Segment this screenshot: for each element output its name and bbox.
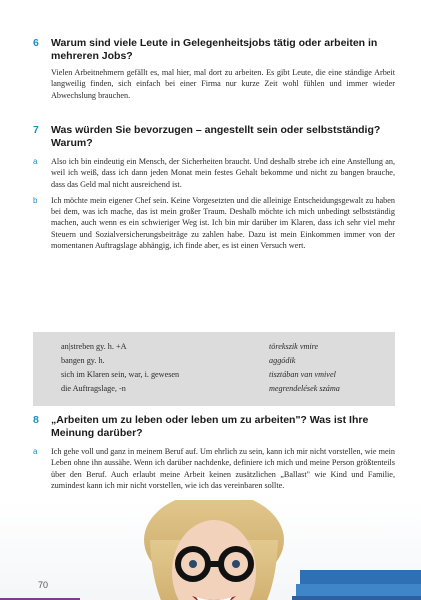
office-photo	[0, 500, 421, 600]
vocab-german: sich im Klaren sein, war, i. gewesen	[61, 370, 180, 379]
vocab-hungarian: aggódik	[269, 356, 296, 365]
vocab-german: die Auftragslage, -n	[61, 384, 126, 393]
question-6	[33, 37, 395, 101]
question-7-header	[33, 124, 395, 150]
vocab-german: an|streben gy. h. +A	[61, 342, 127, 351]
answer-text: Vielen Arbeitnehmern gefällt es, mal hier, mal dort zu arbeiten. Es gibt Leute, die eine ständige Arbeit langweilig finden, sich einfach bei einer Firma nur kurze Zeit wohl fühlen und immer wieder Abwechslung brauchen.	[51, 68, 395, 100]
answer-letter: a	[33, 157, 38, 166]
question-8-content	[33, 414, 395, 491]
answer-a	[33, 446, 395, 491]
answer-b	[33, 195, 395, 251]
answer-text: Also ich bin eindeutig ein Mensch, der Sicherheiten braucht. Und deshalb strebe ich eine Anstellung an, weil ich weiß, dass ich dann jeden Monat mein festes Gehalt bekomme und nicht zu bangen brauche, dass das Geld mal nicht ausreichend ist.	[51, 157, 395, 189]
question-number: 7	[33, 124, 39, 136]
question-number: 8	[33, 414, 39, 426]
question-7	[33, 124, 395, 251]
vocab-german: bangen gy. h.	[61, 356, 105, 365]
answer-a	[33, 156, 395, 190]
question-8-header	[33, 414, 395, 440]
answer-text: Ich möchte mein eigener Chef sein. Keine Vorgesetzten und die alleinige Entscheidungsgewalt zu haben bei dem, was ich mache, das ist mein großer Traum. Deshalb möchte ich mich unbedingt selbstständig machen, auch wenn es ein schwieriger Weg ist. Ich bin mir darüber im Klaren, dass ich sehr viel mehr Steuern und Sozialversicherungsbeiträge zu zahlen habe. Dazu ist mein Einkommen immer von der momentanen Auftragslage abhängig, ich finde aber, es ist einen Versuch wert.	[51, 195, 395, 251]
question-title: Was würden Sie bevorzugen – angestellt sein oder selbstständig? Warum?	[51, 124, 381, 149]
question-6-header	[33, 37, 395, 63]
answer-letter: a	[33, 447, 38, 456]
photo-illustration	[0, 500, 421, 600]
question-title: „Arbeiten um zu leben oder leben um zu arbeiten"? Was ist Ihre Meinung darüber?	[51, 414, 369, 439]
folder-stack-right	[288, 570, 421, 600]
question-number: 6	[33, 37, 39, 49]
answer-letter: b	[33, 195, 38, 205]
vocab-hungarian: tisztában van vmivel	[269, 370, 336, 379]
vocabulary-box	[33, 332, 395, 406]
answer-text: Ich gehe voll und ganz in meinem Beruf auf. Um ehrlich zu sein, kann ich mir nicht vorstellen, wie mein Leben ohne ihn aussähe. Wenn ich darüber nachdenke, definiere ich mich und meine Person größtenteils über den Beruf. Auch erlaubt meine Arbeit keinen zusätzlichen „Ballast" wie Kind und Familie, zumindest kann ich mir nicht vorstellen, wie ich das vereinbaren sollte.	[51, 447, 395, 490]
question-title: Warum sind viele Leute in Gelegenheitsjobs tätig oder arbeiten in mehreren Jobs?	[51, 37, 378, 62]
vocab-hungarian: törekszik vmire	[269, 342, 319, 351]
vocab-hungarian: megrendelések száma	[269, 384, 340, 393]
page-number: 70	[38, 580, 49, 590]
